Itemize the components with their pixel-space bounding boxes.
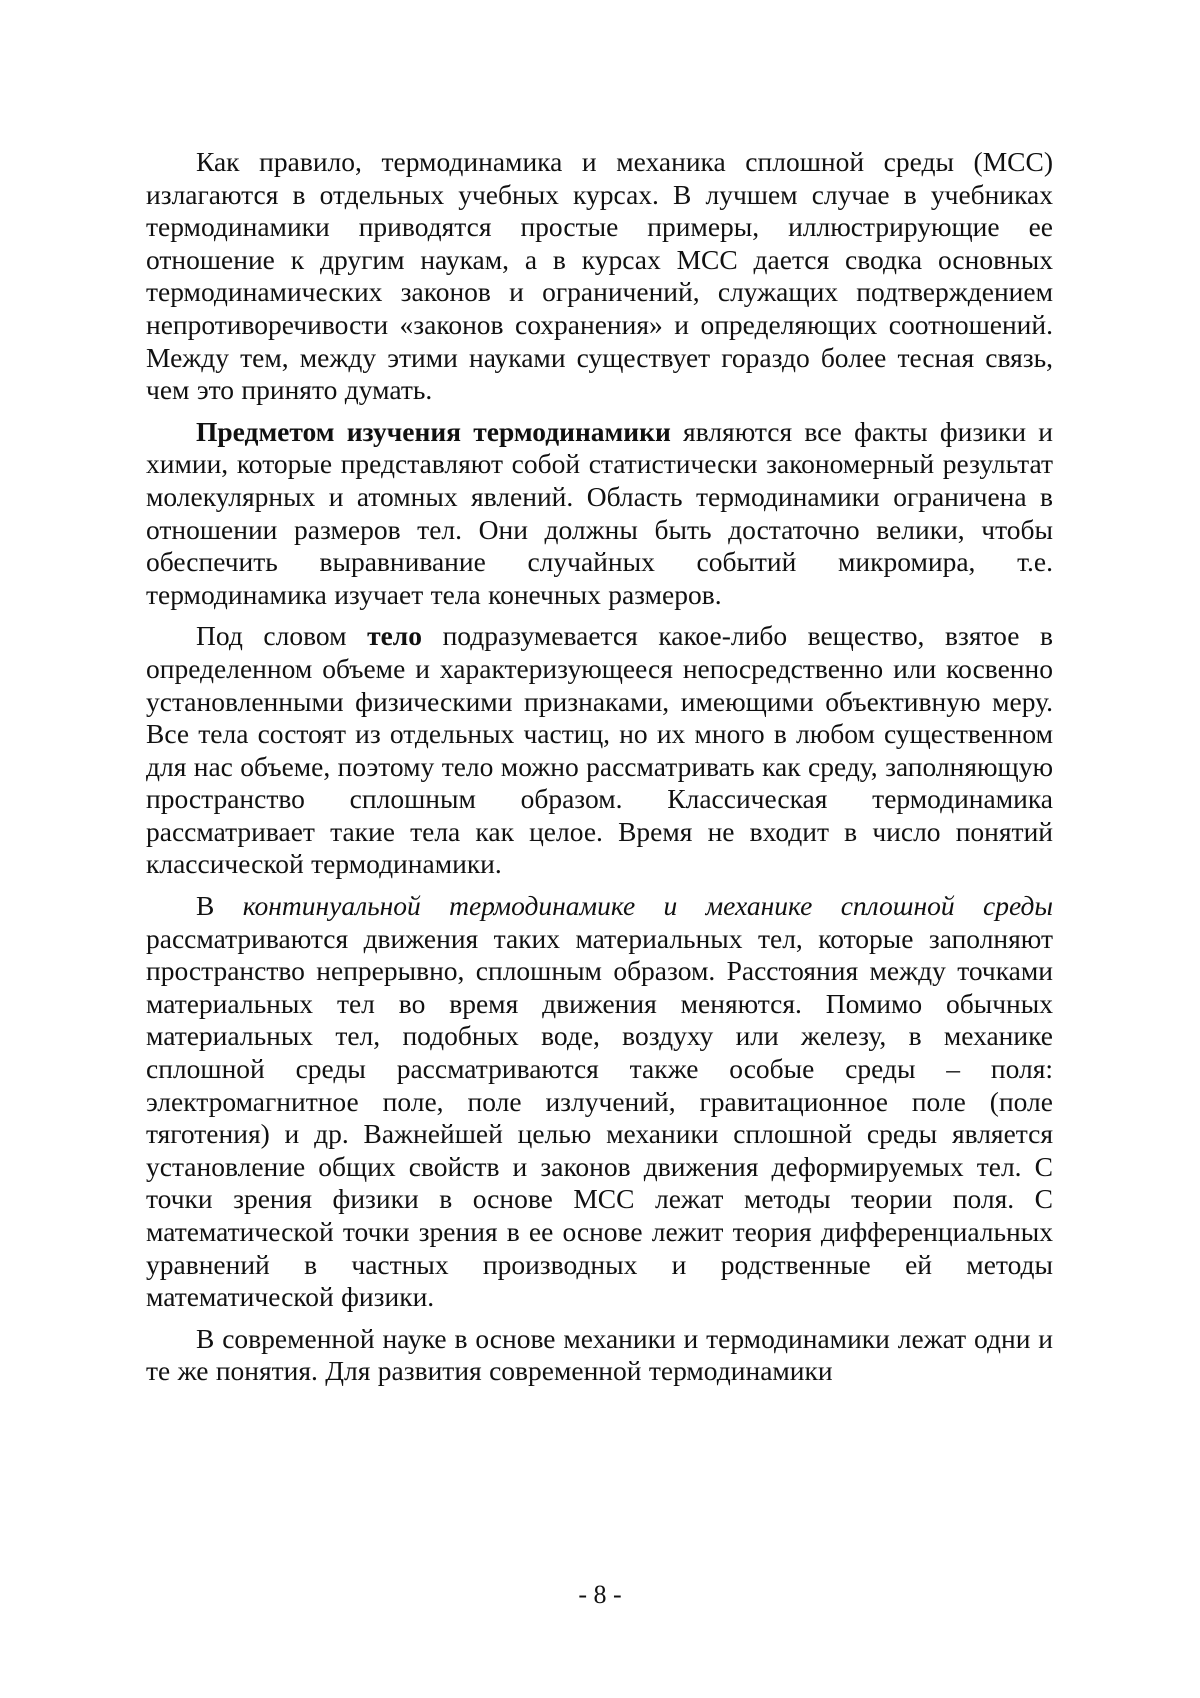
paragraph-thermodynamics-subject-text: являются все факты физики и химии, которые представляют собой статистически закономерный результат молекулярных и атомных явлений. Область термодинамики ограничена в отношении размеров тел. Они должны быть достаточно велики, чтобы обеспечить выравнивание случайных событий микромира, т.е. термодинамика изучает тела конечных размеров.: [146, 415, 1053, 610]
paragraph-body-definition: [146, 620, 1053, 881]
paragraph-continuum: [146, 890, 1053, 1314]
paragraph-thermodynamics-subject: [146, 416, 1053, 612]
term-continuum-mechanics: континуальной термодинамике и механике сплошной среды: [242, 890, 1054, 922]
paragraph-continuum-text: рассматриваются движения таких материальных тел, которые заполняют пространство непрерывно, сплошным образом. Расстояния между точками материальных тел во время движения меняются. Помимо обычных материальных тел, подобных воде, воздуху или железу, в механике сплошной среды рассматриваются также особые среды – поля: электромагнитное поле, поле излучений, гравитационное поле (поле тяготения) и др. Важнейшей целью механики сплошной среды является установление общих свойств и законов движения деформируемых тел. С точки зрения физики в основе МСС лежат методы теории поля. С математической точки зрения в ее основе лежит теория дифференциальных уравнений в частных производных и родственные ей методы математической физики.: [146, 922, 1053, 1313]
paragraph-intro-text: Как правило, термодинамика и механика сплошной среды (МСС) излагаются в отдельных учебных курсах. В лучшем случае в учебниках термодинамики приводятся простые примеры, иллюстрирующие ее отношение к другим наукам, а в курсах МСС дается сводка основных термодинамических законов и ограничений, служащих подтверждением непротиворечивости «законов сохранения» и определяющих соотношений. Между тем, между этими науками существует гораздо более тесная связь, чем это принято думать.: [146, 146, 1053, 406]
page-number: - 8 -: [578, 1580, 622, 1609]
paragraph-modern-science: [146, 1323, 1053, 1388]
paragraph-body-definition-text: подразумевается какое-либо вещество, взятое в определенном объеме и характеризующееся непосредственно или косвенно установленными физическими признаками, имеющими объективную меру. Все тела состоят из отдельных частиц, но их много в любом существенном для нас объеме, поэтому тело можно рассматривать как среду, заполняющую пространство сплошным образом. Классическая термодинамика рассматривает такие тела как целое. Время не входит в число понятий классической термодинамики.: [146, 620, 1053, 880]
paragraph-intro: [146, 146, 1053, 407]
paragraph-continuum-lead: В: [196, 890, 243, 922]
paragraph-body-definition-lead: Под словом: [196, 620, 368, 652]
term-thermodynamics-subject: Предметом изучения термодинамики: [196, 415, 671, 447]
body-text: [146, 146, 1053, 1397]
paragraph-modern-science-text: В современной науке в основе механики и термодинамики лежат одни и те же понятия. Для развития современной термодинамики: [146, 1322, 1053, 1387]
term-body: тело: [367, 620, 422, 652]
